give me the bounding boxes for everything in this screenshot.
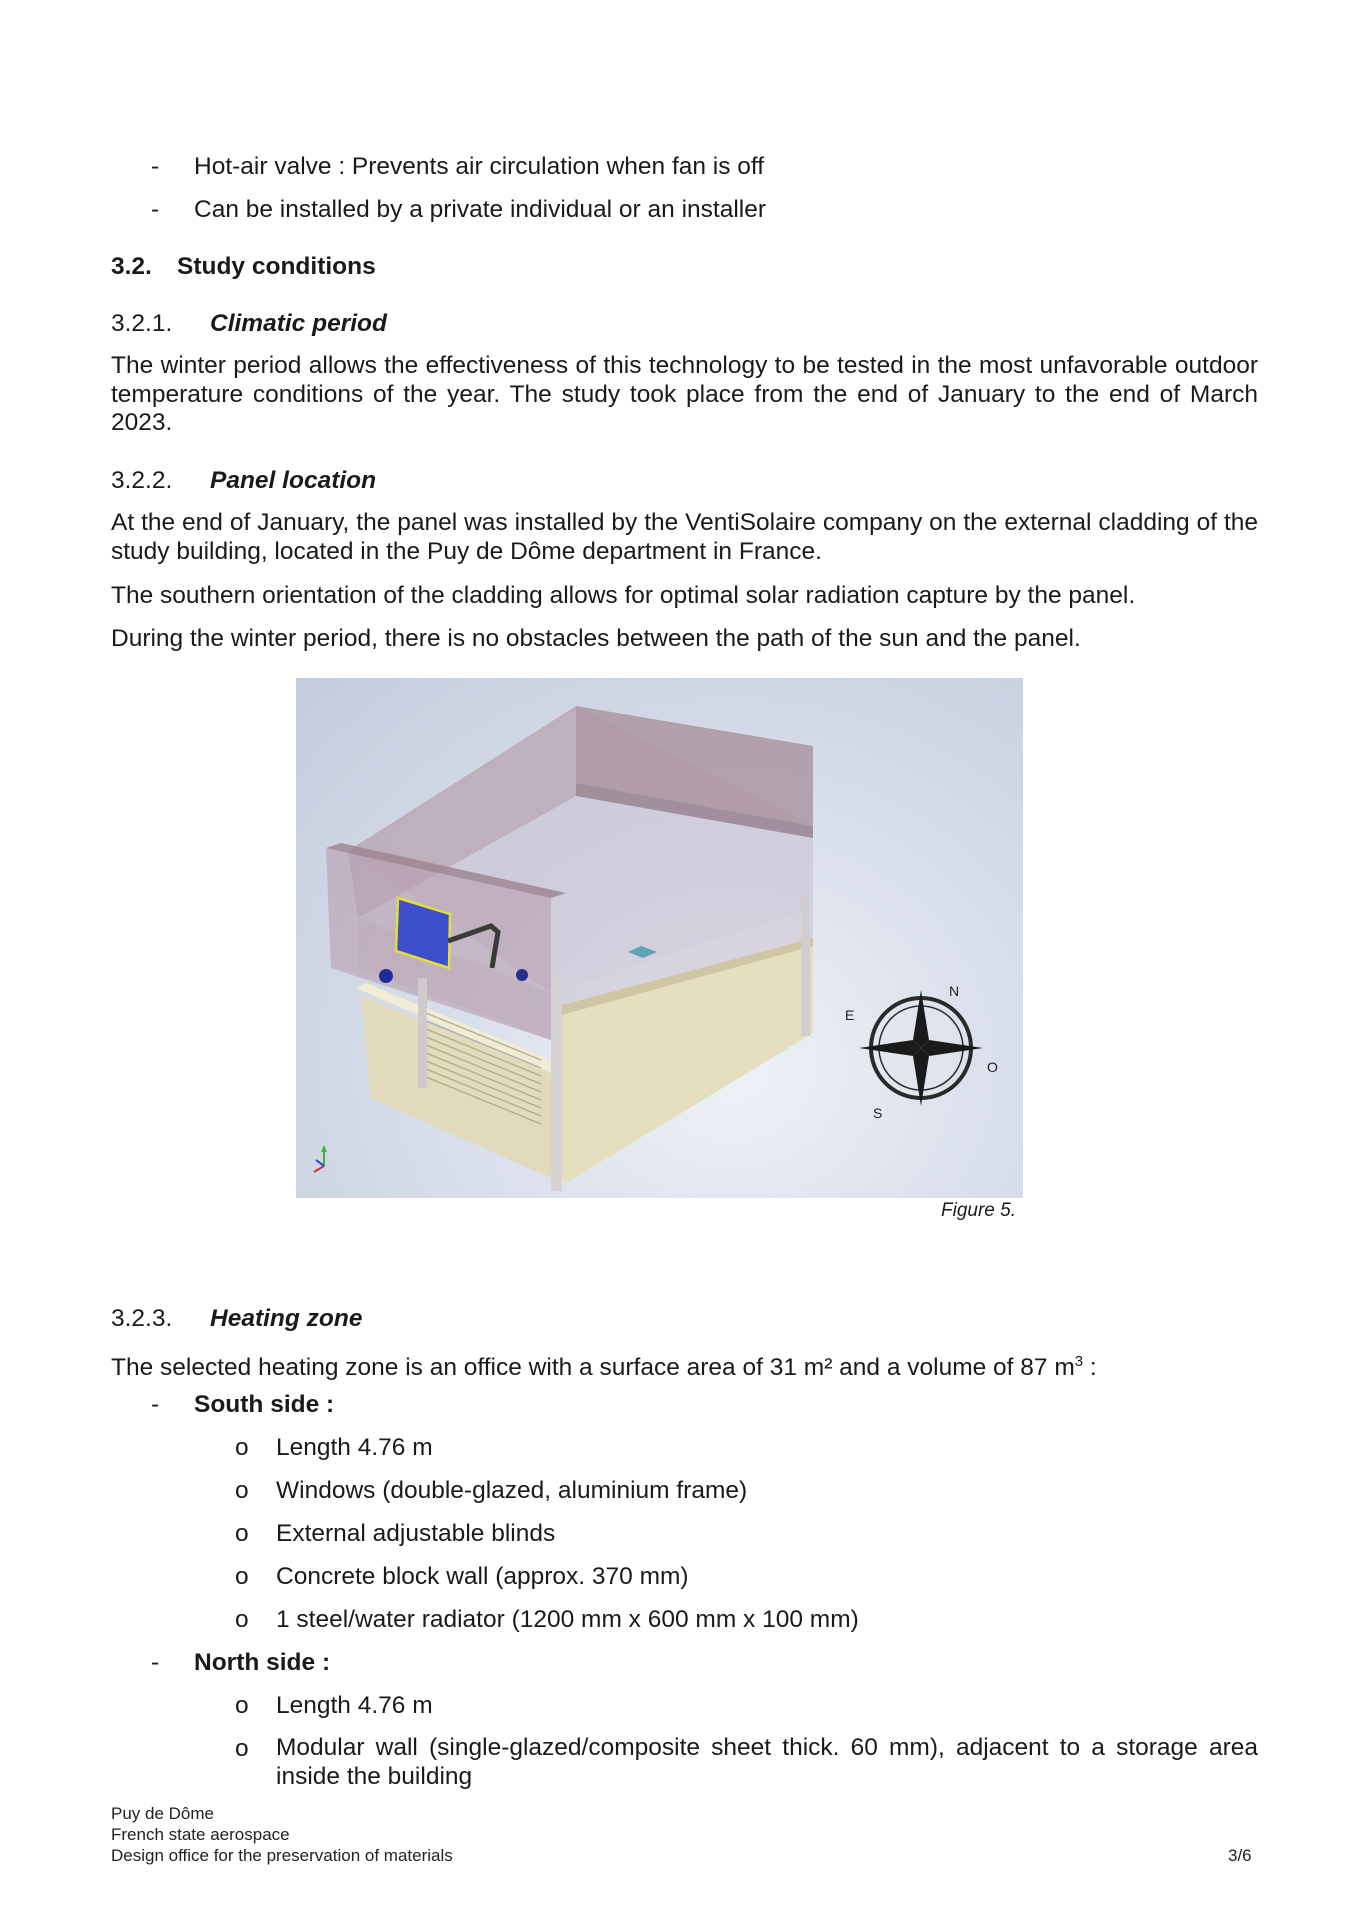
panel-location-paragraph-1: At the end of January, the panel was installed by the VentiSolaire company on the external cladding of the study building, located in the Puy de Dôme department in France. — [111, 509, 1258, 565]
south-side-label: South side : — [194, 1391, 335, 1418]
section-3-2-number: 3.2. — [111, 253, 152, 280]
axis-triad-icon — [314, 1145, 327, 1172]
south-item-windows: Windows (double-glazed, aluminium frame) — [276, 1477, 748, 1504]
bullet-marker: - — [151, 1391, 160, 1418]
bullet-marker: - — [151, 196, 160, 223]
bullet-hot-air-valve: Hot-air valve : Prevents air circulation when fan is off — [194, 153, 765, 180]
bullet-marker: - — [151, 1649, 160, 1676]
compass-e-label: E — [845, 1007, 855, 1023]
sub-bullet-marker: o — [235, 1520, 249, 1547]
sub-bullet-marker: o — [235, 1434, 249, 1461]
sub-bullet-marker: o — [235, 1735, 249, 1762]
section-3-2-1-title: Climatic period — [210, 310, 387, 337]
north-side-label: North side : — [194, 1649, 331, 1676]
page-number: 3/6 — [1228, 1846, 1252, 1865]
panel-location-paragraph-2: The southern orientation of the cladding allows for optimal solar radiation capture by the panel. — [111, 582, 1136, 609]
north-item-modular-wall: Modular wall (single-glazed/composite sheet thick. 60 mm), adjacent to a storage area inside the building — [276, 1734, 1258, 1790]
section-3-2-1-number: 3.2.1. — [111, 310, 173, 337]
sub-bullet-marker: o — [235, 1606, 249, 1633]
south-item-length: Length 4.76 m — [276, 1434, 433, 1461]
section-3-2-2-title: Panel location — [210, 467, 377, 494]
heating-zone-intro: The selected heating zone is an office with a surface area of 31 m² and a volume of 87 $m^3$ : — [111, 1353, 1097, 1382]
compass-o-label: O — [987, 1059, 998, 1075]
compass-rose — [845, 983, 998, 1121]
sensor — [516, 969, 528, 981]
post — [551, 976, 562, 1191]
building-3d-illustration — [296, 678, 1023, 1198]
south-item-radiator: 1 steel/water radiator (1200 mm x 600 mm x 100 mm) — [276, 1606, 859, 1633]
footer-org — [111, 1803, 453, 1866]
section-3-2-3-number: 3.2.3. — [111, 1305, 173, 1332]
post — [801, 896, 810, 1036]
section-3-2-3-title: Heating zone — [210, 1305, 363, 1332]
post — [418, 978, 427, 1088]
footer-line: Design office for the preservation of materials — [111, 1846, 453, 1865]
section-3-2-2-number: 3.2.2. — [111, 467, 173, 494]
sensor — [379, 969, 393, 983]
south-item-wall: Concrete block wall (approx. 370 mm) — [276, 1563, 689, 1590]
sub-bullet-marker: o — [235, 1477, 249, 1504]
bullet-installation: Can be installed by a private individual or an installer — [194, 196, 766, 223]
sub-bullet-marker: o — [235, 1563, 249, 1590]
compass-s-label: S — [873, 1105, 883, 1121]
footer-line: French state aerospace — [111, 1825, 290, 1844]
climatic-period-paragraph: The winter period allows the effectiveness of this technology to be tested in the most unfavorable outdoor temperature conditions of the year. The study took place from the end of January to the end of March 2023. — [111, 352, 1258, 436]
sub-bullet-marker: o — [235, 1692, 249, 1719]
north-item-length: Length 4.76 m — [276, 1692, 433, 1719]
figure-caption: Figure 5. — [941, 1200, 1016, 1221]
figure-5-render — [296, 678, 1023, 1198]
bullet-marker: - — [151, 153, 160, 180]
section-3-2-title: Study conditions — [177, 253, 376, 280]
footer-line: Puy de Dôme — [111, 1804, 214, 1823]
compass-n-label: N — [949, 983, 960, 999]
panel-location-paragraph-3: During the winter period, there is no obstacles between the path of the sun and the panel. — [111, 625, 1081, 652]
south-item-blinds: External adjustable blinds — [276, 1520, 556, 1547]
